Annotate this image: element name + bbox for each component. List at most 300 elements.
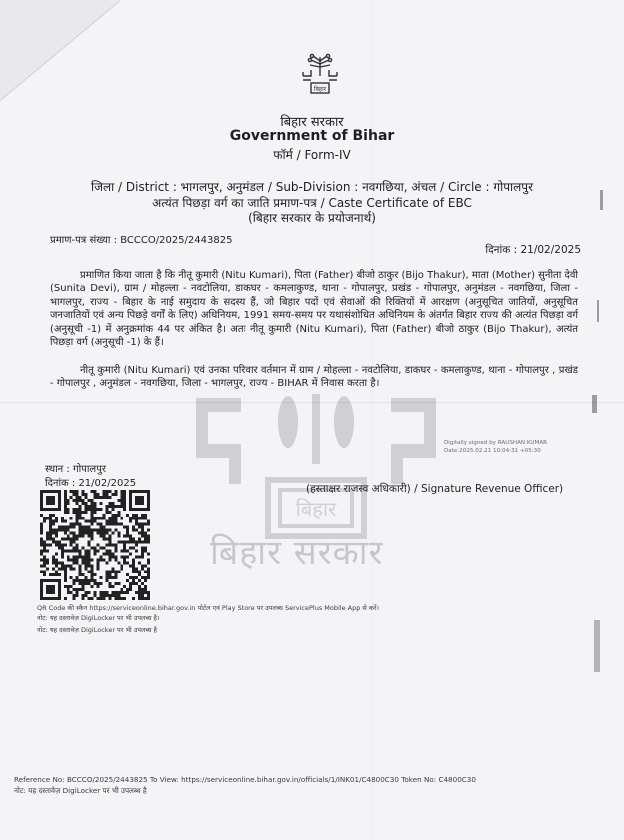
qr-module	[40, 526, 43, 529]
qr-module	[147, 552, 150, 555]
qr-module	[73, 555, 76, 558]
qr-module	[132, 546, 135, 549]
qr-module	[147, 541, 150, 544]
qr-module	[114, 549, 117, 552]
qr-module	[99, 517, 102, 520]
qr-module	[120, 490, 123, 493]
bihar-emblem	[297, 52, 343, 98]
qr-module	[144, 579, 147, 582]
qr-module	[58, 541, 61, 544]
qr-module	[49, 526, 52, 529]
qr-module	[73, 597, 76, 600]
qr-module	[91, 511, 94, 514]
qr-module	[70, 541, 73, 544]
qr-module	[94, 493, 97, 496]
qr-module	[82, 529, 85, 532]
qr-module	[85, 576, 88, 579]
qr-module	[55, 541, 58, 544]
qr-module	[111, 576, 114, 579]
qr-module	[73, 511, 76, 514]
qr-module	[64, 585, 67, 588]
qr-module	[79, 517, 82, 520]
qr-module	[105, 576, 108, 579]
qr-module	[79, 535, 82, 538]
qr-module	[108, 594, 111, 597]
qr-module	[64, 549, 67, 552]
qr-module	[91, 499, 94, 502]
qr-module	[117, 505, 120, 508]
qr-module	[99, 523, 102, 526]
qr-module	[73, 526, 76, 529]
qr-module	[91, 573, 94, 576]
qr-module	[85, 526, 88, 529]
qr-module	[120, 502, 123, 505]
qr-module	[91, 567, 94, 570]
qr-module	[108, 505, 111, 508]
qr-module	[73, 579, 76, 582]
qr-module	[40, 523, 43, 526]
qr-module	[108, 544, 111, 547]
qr-module	[91, 508, 94, 511]
qr-module	[96, 544, 99, 547]
qr-module	[99, 526, 102, 529]
qr-module	[52, 573, 55, 576]
qr-module	[64, 490, 67, 493]
qr-module	[123, 496, 126, 499]
qr-module	[132, 526, 135, 529]
qr-module	[82, 526, 85, 529]
qr-module	[94, 505, 97, 508]
qr-module	[108, 555, 111, 558]
qr-module	[147, 535, 150, 538]
qr-module	[61, 520, 64, 523]
qr-module	[120, 591, 123, 594]
qr-module	[102, 535, 105, 538]
qr-module	[120, 499, 123, 502]
qr-module	[120, 517, 123, 520]
qr-module	[105, 579, 108, 582]
qr-module	[64, 496, 67, 499]
watermark-badge-text: बिहार	[295, 497, 337, 521]
qr-module	[141, 597, 144, 600]
qr-module	[132, 558, 135, 561]
qr-module	[52, 561, 55, 564]
qr-module	[132, 579, 135, 582]
qr-module	[141, 588, 144, 591]
qr-module	[114, 591, 117, 594]
qr-module	[123, 526, 126, 529]
qr-module	[120, 493, 123, 496]
qr-module	[67, 511, 70, 514]
qr-module	[70, 517, 73, 520]
qr-module	[108, 538, 111, 541]
qr-module	[40, 544, 43, 547]
qr-module	[117, 511, 120, 514]
qr-module	[111, 570, 114, 573]
qr-module	[111, 544, 114, 547]
qr-module	[55, 517, 58, 520]
qr-module	[135, 567, 138, 570]
qr-module	[132, 538, 135, 541]
qr-module	[76, 508, 79, 511]
qr-code[interactable]	[40, 490, 150, 600]
qr-module	[70, 490, 73, 493]
qr-module	[76, 544, 79, 547]
qr-module	[73, 535, 76, 538]
qr-module	[117, 597, 120, 600]
qr-module	[73, 582, 76, 585]
qr-module	[129, 520, 132, 523]
qr-module	[114, 573, 117, 576]
qr-module	[120, 555, 123, 558]
qr-module	[64, 529, 67, 532]
qr-module	[102, 591, 105, 594]
qr-module	[76, 561, 79, 564]
qr-module	[105, 529, 108, 532]
qr-module	[120, 523, 123, 526]
qr-module	[132, 567, 135, 570]
qr-module	[105, 552, 108, 555]
qr-module	[111, 505, 114, 508]
qr-module	[88, 555, 91, 558]
qr-module	[141, 514, 144, 517]
qr-module	[147, 520, 150, 523]
qr-module	[73, 588, 76, 591]
qr-module	[49, 538, 52, 541]
qr-module	[46, 549, 49, 552]
qr-module	[91, 570, 94, 573]
qr-module	[132, 564, 135, 567]
qr-module	[82, 499, 85, 502]
qr-module	[108, 570, 111, 573]
qr-module	[126, 588, 129, 591]
qr-module	[55, 552, 58, 555]
qr-module	[67, 499, 70, 502]
qr-module	[99, 597, 102, 600]
qr-module	[70, 523, 73, 526]
qr-module	[61, 526, 64, 529]
qr-module	[67, 585, 70, 588]
qr-module	[141, 591, 144, 594]
place-label: स्थान : गोपालपुर	[45, 464, 106, 475]
qr-module	[73, 490, 76, 493]
qr-module	[105, 544, 108, 547]
qr-module	[102, 517, 105, 520]
qr-module	[79, 505, 82, 508]
qr-module	[99, 558, 102, 561]
qr-module	[129, 517, 132, 520]
qr-module	[129, 541, 132, 544]
qr-module	[58, 546, 61, 549]
qr-module	[111, 555, 114, 558]
qr-module	[144, 517, 147, 520]
qr-module	[120, 496, 123, 499]
qr-module	[73, 499, 76, 502]
qr-module	[117, 591, 120, 594]
qr-module	[123, 585, 126, 588]
qr-module	[144, 546, 147, 549]
reference-footer: Reference No: BCCCO/2025/2443825 To View: https://serviceonline.bihar.gov.in/officials/1/INK01/C4800C30 Token No: C4800C30	[14, 775, 476, 784]
qr-module	[43, 561, 46, 564]
qr-module	[85, 561, 88, 564]
qr-module	[61, 567, 64, 570]
qr-module	[76, 546, 79, 549]
qr-module	[102, 490, 105, 493]
qr-module	[123, 541, 126, 544]
scan-smudge	[597, 300, 599, 322]
qr-module	[79, 499, 82, 502]
qr-module	[105, 561, 108, 564]
qr-module	[40, 529, 43, 532]
qr-module	[132, 570, 135, 573]
scan-smudge	[594, 620, 600, 672]
qr-module	[88, 505, 91, 508]
qr-module	[64, 520, 67, 523]
qr-module	[123, 558, 126, 561]
qr-module	[141, 594, 144, 597]
qr-module	[79, 514, 82, 517]
qr-module	[79, 496, 82, 499]
qr-module	[138, 561, 141, 564]
qr-module	[102, 552, 105, 555]
qr-module	[49, 529, 52, 532]
qr-module	[88, 552, 91, 555]
qr-module	[129, 585, 132, 588]
qr-module	[61, 538, 64, 541]
qr-module	[123, 544, 126, 547]
qr-module	[91, 514, 94, 517]
qr-module	[96, 582, 99, 585]
qr-module	[144, 523, 147, 526]
qr-module	[138, 532, 141, 535]
qr-module	[64, 532, 67, 535]
qr-module	[85, 496, 88, 499]
certificate-paragraph-2: नीतू कुमारी (Nitu Kumari) एवं उनका परिवार वर्तमान में ग्राम / मोहल्ला - नवटोलिया, डाकघर - कमलाकुण्ड, थाना - गोपालपुर , प्रखंड - गोपालपुर , अनुमंडल - नवगछिया, जिला - भागलपुर, राज्य - BIHAR में निवास करता है।	[50, 365, 578, 390]
qr-module	[99, 532, 102, 535]
qr-module	[91, 490, 94, 493]
qr-module	[123, 597, 126, 600]
qr-module	[108, 520, 111, 523]
qr-instruction: QR Code की स्कैन https://serviceonline.bihar.gov.in पोर्टल एवं Play Store पर उपलब्ध ServicePlus Mobile App से करें।	[37, 604, 379, 612]
qr-module	[67, 508, 70, 511]
qr-module	[88, 520, 91, 523]
qr-module	[58, 544, 61, 547]
qr-module	[79, 532, 82, 535]
qr-module	[141, 564, 144, 567]
qr-module	[76, 514, 79, 517]
qr-module	[70, 585, 73, 588]
qr-module	[114, 529, 117, 532]
qr-module	[73, 546, 76, 549]
qr-module	[123, 490, 126, 493]
qr-module	[43, 546, 46, 549]
qr-module	[138, 517, 141, 520]
qr-module	[105, 493, 108, 496]
qr-module	[99, 555, 102, 558]
qr-module	[126, 526, 129, 529]
qr-module	[79, 567, 82, 570]
qr-module	[147, 597, 150, 600]
qr-module	[76, 588, 79, 591]
qr-module	[129, 535, 132, 538]
qr-module	[129, 588, 132, 591]
qr-module	[91, 502, 94, 505]
qr-module	[49, 520, 52, 523]
qr-module	[99, 546, 102, 549]
qr-module	[108, 517, 111, 520]
qr-module	[82, 490, 85, 493]
qr-module	[61, 561, 64, 564]
qr-module	[144, 514, 147, 517]
qr-module	[43, 573, 46, 576]
qr-module	[67, 591, 70, 594]
qr-module	[111, 552, 114, 555]
qr-module	[61, 555, 64, 558]
qr-module	[76, 549, 79, 552]
qr-module	[147, 558, 150, 561]
qr-module	[91, 546, 94, 549]
qr-module	[99, 591, 102, 594]
qr-module	[111, 517, 114, 520]
qr-module	[67, 529, 70, 532]
qr-module	[111, 567, 114, 570]
qr-module	[117, 499, 120, 502]
qr-module	[82, 535, 85, 538]
qr-module	[64, 567, 67, 570]
qr-module	[96, 561, 99, 564]
qr-module	[111, 585, 114, 588]
qr-module	[91, 585, 94, 588]
qr-module	[40, 558, 43, 561]
qr-module	[73, 493, 76, 496]
qr-module	[64, 544, 67, 547]
government-title: Government of Bihar	[229, 128, 395, 144]
qr-module	[82, 517, 85, 520]
qr-module	[108, 502, 111, 505]
qr-module	[79, 588, 82, 591]
qr-module	[108, 523, 111, 526]
qr-module	[43, 544, 46, 547]
qr-module	[91, 520, 94, 523]
qr-module	[135, 570, 138, 573]
qr-module	[108, 552, 111, 555]
qr-module	[99, 535, 102, 538]
qr-module	[111, 514, 114, 517]
qr-module	[76, 538, 79, 541]
qr-module	[88, 529, 91, 532]
qr-module	[102, 538, 105, 541]
qr-module	[114, 546, 117, 549]
qr-module	[52, 514, 55, 517]
qr-module	[82, 579, 85, 582]
qr-module	[88, 549, 91, 552]
qr-module	[73, 567, 76, 570]
qr-module	[96, 549, 99, 552]
qr-module	[111, 523, 114, 526]
qr-module	[85, 505, 88, 508]
qr-module	[132, 582, 135, 585]
qr-module	[52, 541, 55, 544]
qr-module	[138, 538, 141, 541]
qr-module	[141, 567, 144, 570]
qr-module	[141, 576, 144, 579]
qr-module	[138, 526, 141, 529]
qr-module	[76, 579, 79, 582]
qr-module	[94, 579, 97, 582]
qr-module	[55, 558, 58, 561]
qr-module	[108, 541, 111, 544]
qr-module	[94, 546, 97, 549]
qr-module	[67, 538, 70, 541]
qr-module	[85, 555, 88, 558]
qr-module	[64, 579, 67, 582]
qr-module	[73, 532, 76, 535]
qr-module	[117, 541, 120, 544]
qr-module	[40, 564, 43, 567]
qr-module	[40, 549, 43, 552]
qr-module	[126, 579, 129, 582]
qr-module	[135, 523, 138, 526]
qr-module	[91, 532, 94, 535]
qr-module	[147, 576, 150, 579]
qr-module	[102, 496, 105, 499]
qr-module	[73, 541, 76, 544]
qr-module	[141, 582, 144, 585]
qr-module	[94, 591, 97, 594]
qr-module	[88, 582, 91, 585]
qr-module	[138, 597, 141, 600]
qr-module	[82, 558, 85, 561]
qr-module	[58, 526, 61, 529]
qr-module	[117, 594, 120, 597]
qr-module	[111, 493, 114, 496]
qr-module	[67, 535, 70, 538]
qr-module	[43, 517, 46, 520]
qr-module	[111, 594, 114, 597]
qr-module	[94, 582, 97, 585]
qr-module	[105, 523, 108, 526]
qr-module	[117, 532, 120, 535]
qr-module	[144, 588, 147, 591]
qr-module	[102, 532, 105, 535]
qr-module	[70, 538, 73, 541]
qr-module	[141, 532, 144, 535]
qr-module	[64, 499, 67, 502]
qr-module	[67, 555, 70, 558]
qr-module	[82, 546, 85, 549]
qr-module	[105, 490, 108, 493]
qr-module	[88, 508, 91, 511]
qr-module	[114, 493, 117, 496]
qr-module	[61, 544, 64, 547]
qr-module	[135, 520, 138, 523]
emblem-text: बिहार	[313, 86, 327, 93]
qr-module	[141, 552, 144, 555]
qr-module	[144, 541, 147, 544]
qr-module	[117, 523, 120, 526]
qr-module	[114, 544, 117, 547]
qr-module	[144, 576, 147, 579]
qr-module	[88, 597, 91, 600]
qr-module	[94, 520, 97, 523]
qr-module	[46, 544, 49, 547]
qr-module	[85, 567, 88, 570]
qr-module	[105, 573, 108, 576]
qr-module	[91, 597, 94, 600]
qr-module	[135, 549, 138, 552]
qr-module	[126, 541, 129, 544]
qr-note: नोट: यह दस्तावेज़ DigiLocker पर भी उपलब्ध है।	[37, 614, 160, 622]
